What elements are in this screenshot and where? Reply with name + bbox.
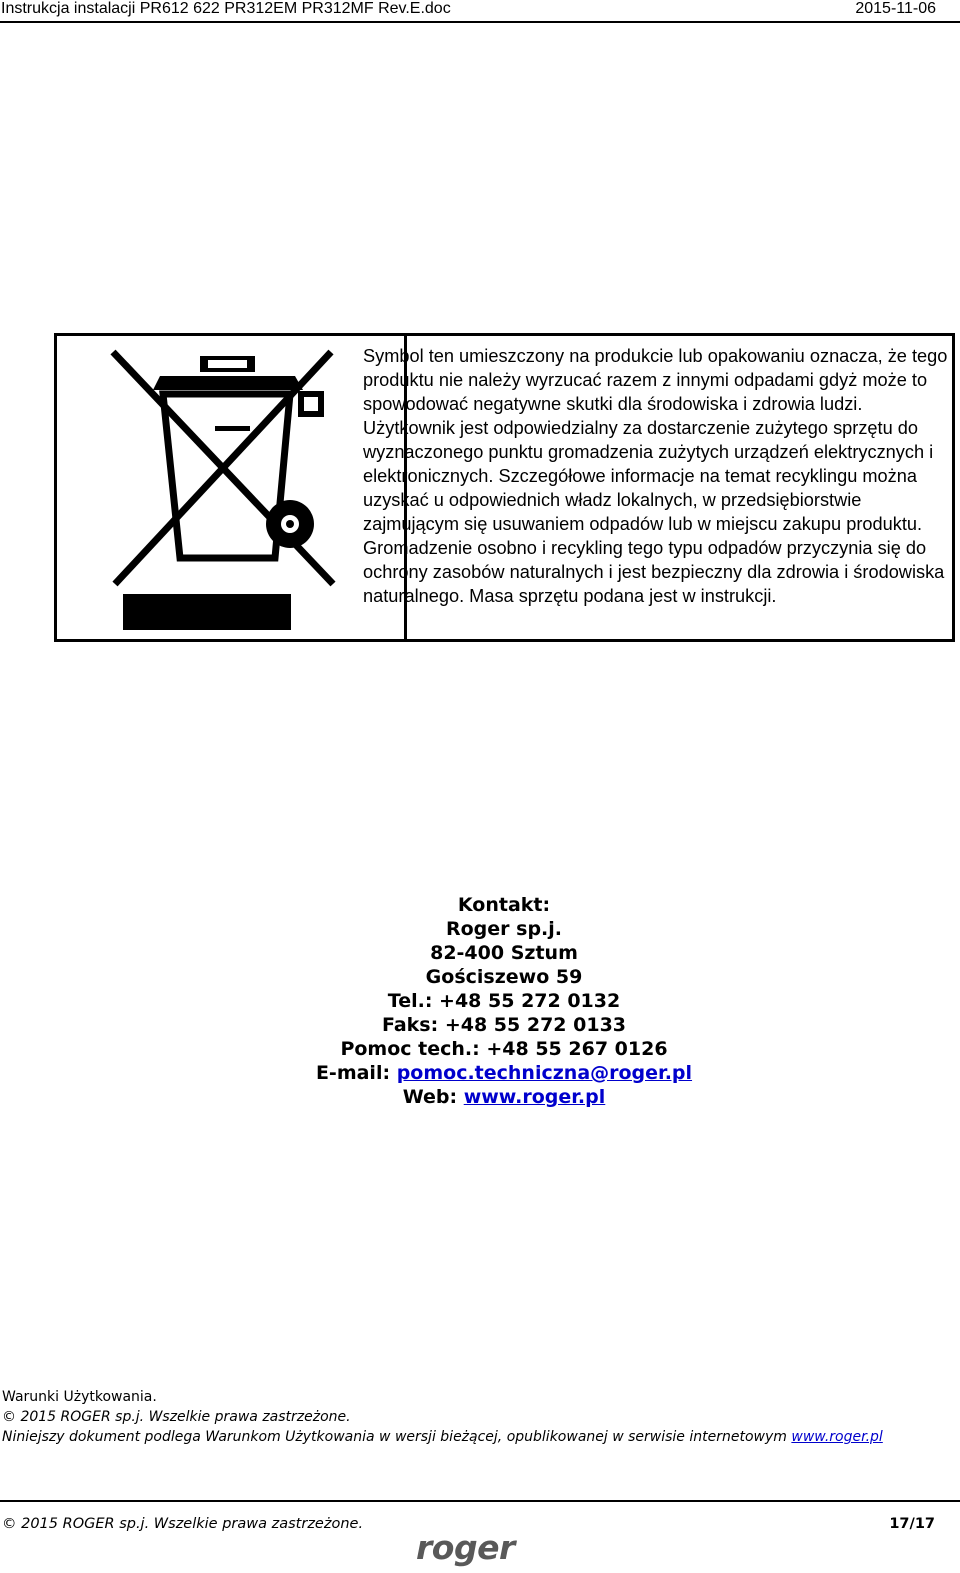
footer-divider	[0, 1500, 960, 1502]
page-number: 17/17	[889, 1516, 935, 1532]
weee-notice-box	[54, 333, 955, 642]
header-divider	[0, 21, 960, 23]
roger-logo: roger	[416, 1528, 515, 1567]
contact-tel: Tel.: +48 55 272 0132	[387, 990, 621, 1012]
footer-copyright: © 2015 ROGER sp.j. Wszelkie prawa zastrzeżone.	[2, 1516, 364, 1532]
crossed-out-wheeled-bin-icon	[105, 346, 345, 630]
contact-heading: Kontakt:	[457, 894, 551, 916]
terms-notice-row	[2, 1427, 960, 1447]
contact-email-link[interactable]: pomoc.techniczna@roger.pl	[396, 1062, 693, 1084]
contact-fax: Faks: +48 55 272 0133	[381, 1014, 627, 1036]
weee-notice-text: Symbol ten umieszczony na produkcie lub opakowaniu oznacza, że tego produktu nie należy wyrzucać razem z innymi odpadami gdyż może to spowodować negatywne skutki dla środowiska i zdrowia ludzi. Użytkownik jest odpowiedzialny za dostarczenie zużytego sprzętu do wyznaczonego punktu gromadzenia zużytych urządzeń elektrycznych i elektronicznych. Szczegółowe informacje na temat recyklingu można uzyskać u odpowiednich władz lokalnych, w przedsiębiorstwie zajmującym się usuwaniem odpadów lub w miejscu zakupu produktu. Gromadzenie osobno i recykling tego typu odpadów przyczynia się do ochrony zasobów naturalnych i jest bezpieczny dla zdrowia i środowiska naturalnego. Masa sprzętu podana jest w instrukcji.	[363, 346, 948, 606]
terms-heading: Warunki Użytkowania.	[2, 1389, 157, 1405]
document-date: 2015-11-06	[855, 0, 936, 17]
contact-postal: 82-400 Sztum	[430, 942, 578, 964]
contact-company: Roger sp.j.	[445, 918, 562, 940]
terms-copyright: © 2015 ROGER sp.j. Wszelkie prawa zastrzeżone.	[2, 1409, 351, 1425]
contact-block	[0, 893, 960, 1109]
contact-web-row	[0, 1085, 960, 1109]
contact-email-row	[0, 1061, 960, 1085]
contact-email-label: E-mail:	[315, 1062, 391, 1084]
terms-link[interactable]: www.roger.pl	[791, 1429, 883, 1445]
contact-web-link[interactable]: www.roger.pl	[463, 1086, 606, 1108]
page-header	[0, 0, 960, 20]
document-title: Instrukcja instalacji PR612 622 PR312EM PR312MF Rev.E.doc	[1, 0, 451, 17]
contact-web-label: Web:	[402, 1086, 458, 1108]
contact-street: Gościszewo 59	[425, 966, 583, 988]
contact-support: Pomoc tech.: +48 55 267 0126	[340, 1038, 668, 1060]
terms-block	[2, 1387, 960, 1447]
terms-notice: Niniejszy dokument podlega Warunkom Użytkowania w wersji bieżącej, opublikowanej w serwisie internetowym	[2, 1429, 787, 1445]
